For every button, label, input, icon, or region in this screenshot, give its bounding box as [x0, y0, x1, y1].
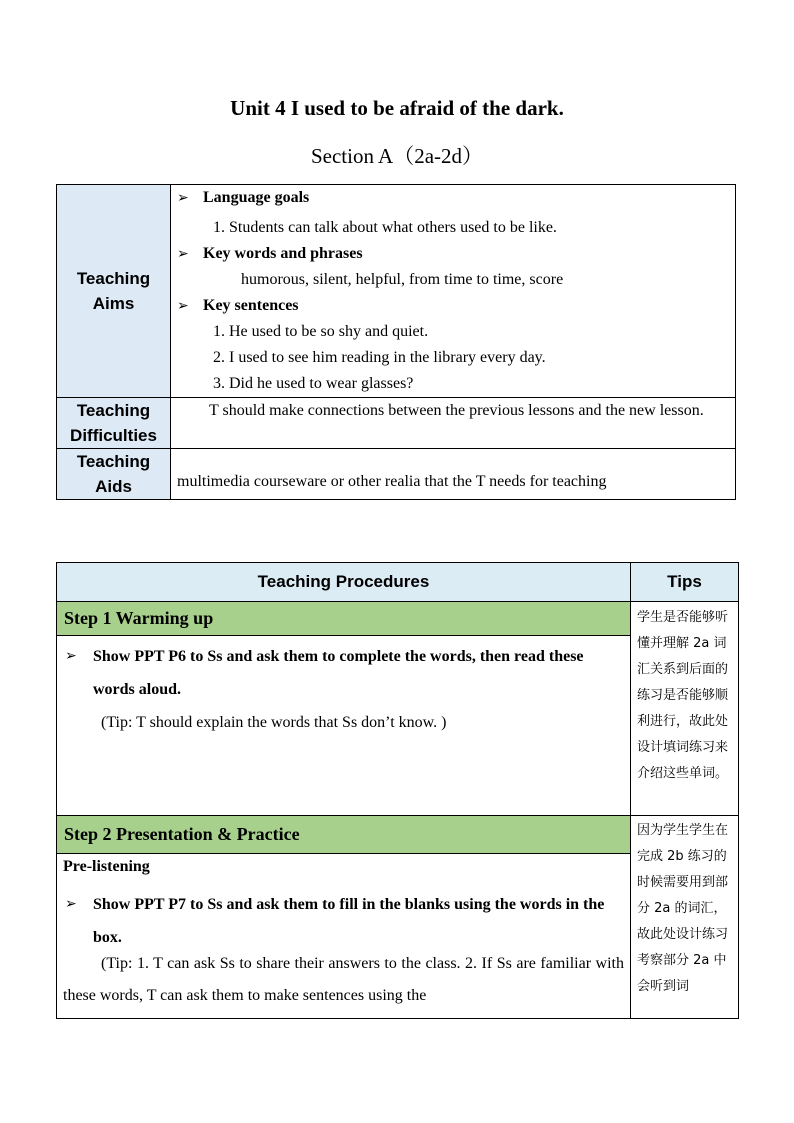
key-words-list: humorous, silent, helpful, from time to time, score: [241, 271, 564, 288]
key-sentence-item: 1. He used to be so shy and quiet.: [213, 323, 429, 340]
teaching-aids-text: multimedia courseware or other realia that the T needs for teaching: [171, 449, 736, 500]
procedures-header: Teaching Procedures: [57, 563, 631, 602]
teaching-difficulties-label: [57, 398, 171, 449]
step2-bullet: [63, 888, 624, 954]
key-sentences-heading-text: Key sentences: [203, 297, 299, 314]
step2-title: Step 2 Presentation & Practice: [57, 816, 631, 854]
key-sentence-item: 3. Did he used to wear glasses?: [213, 375, 414, 392]
step2-tip: (Tip: 1. T can ask Ss to share their answers to the class. 2. If Ss are familiar with these words, T can ask them to make sentences using the: [63, 955, 624, 1004]
language-goals-heading: [171, 185, 735, 211]
step1-bullet-text: Show PPT P6 to Ss and ask them to complete the words, then read these words aloud.: [93, 648, 584, 698]
step1-bullet: [63, 640, 624, 706]
teaching-aims-label: [57, 185, 171, 398]
arrow-bullet-icon: ➢: [65, 648, 77, 664]
pre-listening-heading: Pre-listening: [63, 858, 150, 875]
step1-tip: (Tip: T should explain the words that Ss don’t know. ): [101, 714, 447, 731]
teaching-aims-label-line1: Teaching: [76, 269, 151, 288]
teaching-aims-label-line2: Aims: [92, 294, 135, 313]
teaching-difficulties-label-line1: Teaching: [76, 401, 151, 420]
key-sentence-item: 2. I used to see him reading in the library every day.: [213, 349, 546, 366]
arrow-bullet-icon: ➢: [177, 298, 189, 314]
arrow-bullet-icon: ➢: [65, 896, 77, 912]
language-goals-item: 1. Students can talk about what others used to be like.: [213, 219, 557, 236]
teaching-aims-table: [56, 184, 736, 500]
teaching-aids-label: [57, 449, 171, 500]
key-words-heading: [171, 241, 735, 267]
tips-header: Tips: [631, 563, 739, 602]
language-goals-heading-text: Language goals: [203, 189, 310, 206]
teaching-aids-label-line2: Aids: [95, 477, 132, 496]
step1-content: [57, 636, 631, 816]
teaching-procedures-table: [56, 562, 739, 1019]
key-sentences-heading: [171, 293, 735, 319]
step1-tips: 学生是否能够听懂并理解 2a 词汇关系到后面的练习是否能够顺利进行，故此处设计填词练习来介绍这些单词。: [631, 602, 739, 816]
step2-tips: 因为学生学生在完成 2b 练习的时候需要用到部分 2a 的词汇，故此处设计练习考察部分 2a 中会听到词: [631, 816, 739, 1019]
arrow-bullet-icon: ➢: [177, 190, 189, 206]
document-subtitle: Section A（2a-2d）: [310, 144, 484, 168]
teaching-difficulties-text-body: T should make connections between the previous lessons and the new lesson.: [209, 402, 704, 419]
key-words-heading-text: Key words and phrases: [203, 245, 363, 262]
step2-content: [57, 854, 631, 1019]
teaching-aims-content: [171, 185, 736, 398]
teaching-difficulties-text: [171, 398, 736, 449]
teaching-aids-label-line1: Teaching: [76, 452, 151, 471]
step1-title: Step 1 Warming up: [57, 602, 631, 636]
teaching-difficulties-label-line2: Difficulties: [70, 426, 157, 445]
document-title: Unit 4 I used to be afraid of the dark.: [230, 96, 564, 120]
step2-bullet-text: Show PPT P7 to Ss and ask them to fill in the blanks using the words in the box.: [93, 896, 605, 946]
arrow-bullet-icon: ➢: [177, 246, 189, 262]
